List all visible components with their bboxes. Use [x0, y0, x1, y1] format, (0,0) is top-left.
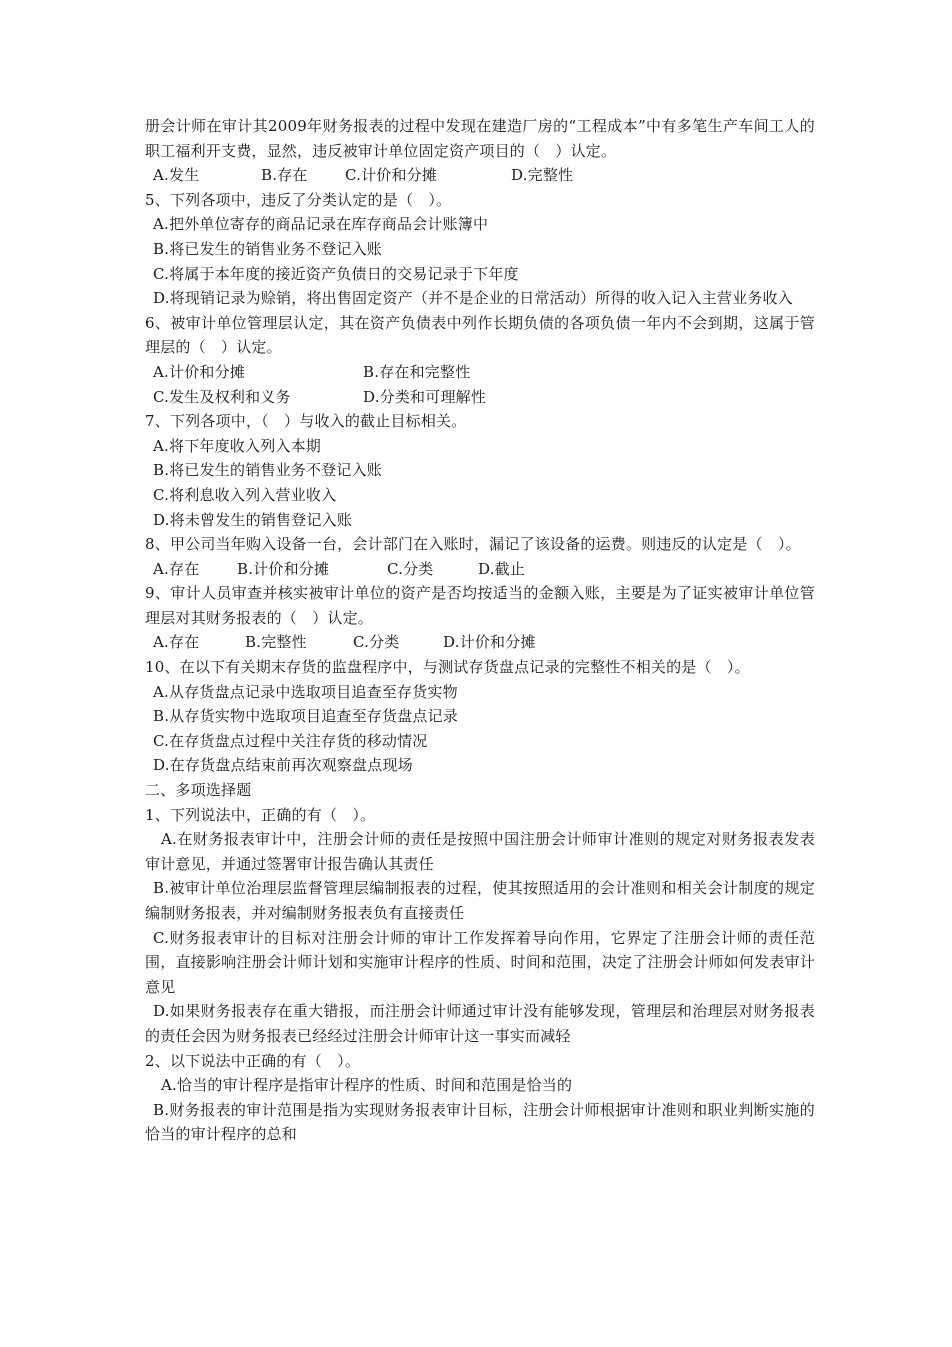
text-line: D.在存货盘点结束前再次观察盘点现场: [153, 756, 413, 775]
text-line: B.被审计单位治理层监督管理层编制报表的过程，使其按照适用的会计准则和相关会计制度的规定编制财务报表，并对编制财务报表负有直接责任: [145, 879, 815, 922]
text-line: C.财务报表审计的目标对注册会计师的审计工作发挥着导向作用，它界定了注册会计师的责任范围，直接影响注册会计师计划和实施审计程序的性质、时间和范围，决定了注册会计师如何发表审计意见: [145, 928, 815, 996]
text-line: A.在财务报表审计中，注册会计师的责任是按照中国注册会计师审计准则的规定对财务报表发表审计意见，并通过签署审计报告确认其责任: [145, 830, 815, 873]
text-line: 7、下列各项中，（ ）与收入的截止目标相关。: [145, 412, 467, 431]
text-line: B.从存货实物中选取项目追查至存货盘点记录: [153, 707, 458, 726]
text-line: 1、下列说法中，正确的有（ ）。: [145, 805, 376, 824]
text-line: D.如果财务报表存在重大错报，而注册会计师通过审计没有能够发现，管理层和治理层对财务报表的责任会因为财务报表已经经过注册会计师审计这一事实而减轻: [145, 1002, 815, 1045]
option: D.计价和分摊: [443, 633, 536, 652]
option: C.发生及权利和义务: [153, 387, 291, 406]
text-line: 2、以下说法中正确的有（ ）。: [145, 1051, 361, 1070]
option: A.计价和分摊: [153, 362, 246, 381]
text-line: D.将现销记录为赊销，将出售固定资产（并不是企业的日常活动）所得的收入记入主营业务收入: [153, 289, 793, 308]
option: C.计价和分摊: [345, 166, 438, 185]
options-row: [145, 557, 815, 582]
option: C.分类: [353, 633, 400, 652]
option: A.存在: [153, 633, 200, 652]
text-line: B.财务报表的审计范围是指为实现财务报表审计目标，注册会计师根据审计准则和职业判断实施的恰当的审计程序的总和: [145, 1100, 815, 1144]
text-line: 9、审计人员审查并核实被审计单位的资产是否均按适当的金额入账，主要是为了证实被审计单位管理层对其财务报表的（ ）认定。: [145, 584, 815, 627]
option: B.存在和完整性: [363, 362, 471, 381]
text-line: 8、甲公司当年购入设备一台，会计部门在入账时，漏记了该设备的运费。则违反的认定是（ ）。: [145, 535, 801, 554]
text-line: C.将属于本年度的接近资产负债日的交易记录于下年度: [153, 264, 519, 283]
text-line: C.在存货盘点过程中关注存货的移动情况: [153, 731, 428, 750]
text-line: 5、下列各项中，违反了分类认定的是（ ）。: [145, 190, 452, 209]
text-line: B.将已发生的销售业务不登记入账: [153, 461, 382, 480]
options-row: [145, 385, 815, 410]
option: A.存在: [153, 559, 200, 578]
options-row: [145, 163, 815, 188]
options-row: [145, 630, 815, 655]
text-line: C.将利息收入列入营业收入: [153, 485, 337, 504]
option: D.完整性: [511, 166, 574, 185]
text-line: 10、在以下有关期末存货的监盘程序中，与测试存货盘点记录的完整性不相关的是（ ）。: [145, 658, 750, 677]
text-line: 6、被审计单位管理层认定，其在资产负债表中列作长期负债的各项负债一年内不会到期，这属于管理层的（ ）认定。: [145, 313, 815, 357]
document-page: [145, 114, 815, 1147]
option: A.发生: [153, 166, 200, 185]
text-line: 二、多项选择题: [145, 781, 252, 800]
text-line: A.将下年度收入列入本期: [153, 436, 322, 455]
option: B.完整性: [245, 633, 307, 652]
option: B.存在: [261, 166, 308, 185]
option: D.截止: [478, 559, 526, 578]
text-line: A.把外单位寄存的商品记录在库存商品会计账簿中: [153, 215, 489, 234]
option: D.分类和可理解性: [363, 387, 487, 406]
text-line: A.从存货盘点记录中选取项目追查至存货实物: [153, 682, 458, 701]
option: C.分类: [387, 559, 434, 578]
text-line: 册会计师在审计其2009年财务报表的过程中发现在建造厂房的“工程成本”中有多笔生产车间工人的职工福利开支费，显然，违反被审计单位固定资产项目的（ ）认定。: [145, 117, 815, 160]
text-line: D.将未曾发生的销售登记入账: [153, 510, 353, 529]
option: B.计价和分摊: [237, 559, 330, 578]
options-row: [145, 360, 815, 385]
text-line: A.恰当的审计程序是指审计程序的性质、时间和范围是恰当的: [161, 1076, 573, 1095]
text-line: B.将已发生的销售业务不登记入账: [153, 239, 382, 258]
